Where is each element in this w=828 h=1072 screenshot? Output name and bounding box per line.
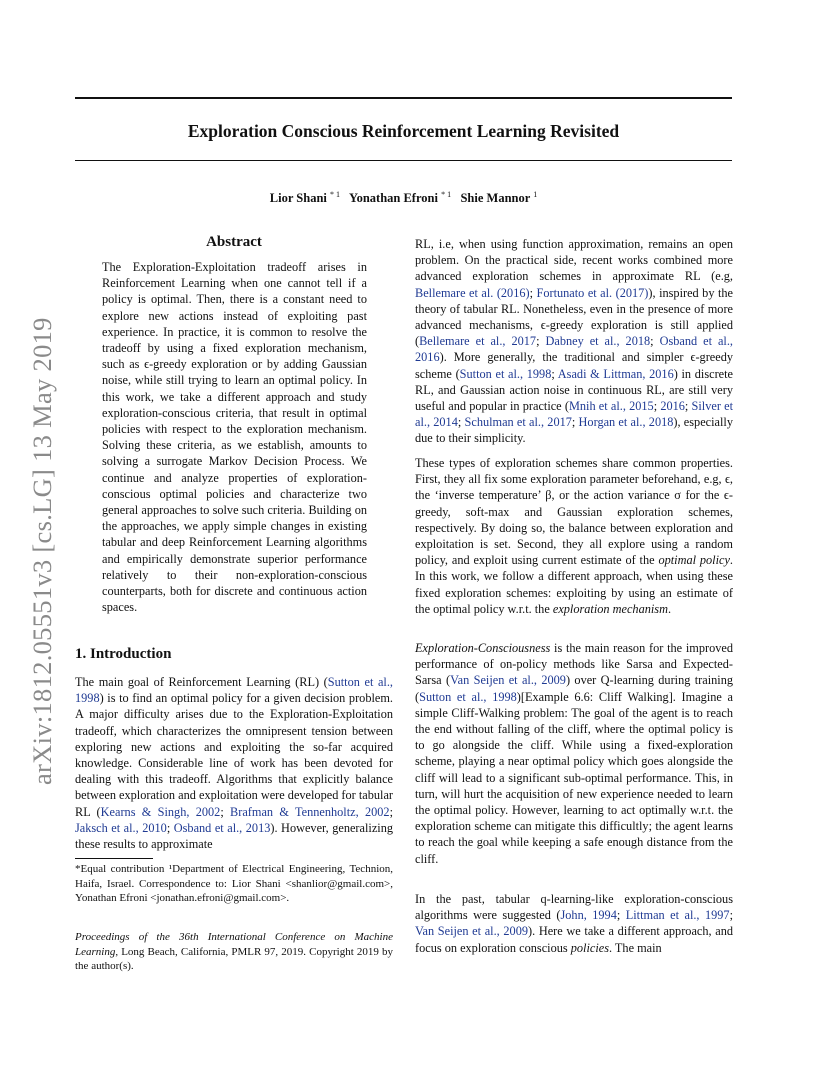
body-text: ). However, generalizing these results to approximate	[75, 820, 393, 852]
body-text: ;	[220, 804, 231, 819]
body-text: ). Here we take a different approach, and focus on exploration conscious	[415, 924, 733, 955]
body-text: RL, i.e, when using function approximation, remains an open problem. On the practical side, recent works combined more advanced exploration schemes in approximate RL (e.g,	[415, 237, 733, 284]
body-text: ), especially due to their simplicity.	[415, 415, 733, 446]
body-paragraph	[415, 891, 733, 956]
citation-link[interactable]: Dabney et al., 2018	[545, 334, 651, 349]
body-text: ;	[616, 908, 626, 923]
intro-paragraph	[75, 674, 393, 852]
author-marks: 1	[533, 190, 538, 199]
footnote-rule	[75, 858, 153, 859]
citation-link[interactable]: Silver et al., 2014	[415, 399, 733, 430]
citation-link[interactable]: Littman et al., 1997	[625, 908, 730, 923]
author-marks: * 1	[441, 190, 452, 199]
body-text: The main goal of Reinforcement Learning (RL) (	[75, 675, 328, 689]
emphasis-text: policies	[570, 940, 609, 955]
proceedings-venue: Proceedings of the 36th International Conference on Machine Learning	[75, 931, 393, 958]
citation-link[interactable]: Fortunato et al. (2017)	[536, 285, 649, 300]
author-name: Lior Shani	[269, 191, 327, 206]
body-text: ;	[551, 366, 558, 381]
body-text: ;	[166, 820, 174, 835]
citation-link[interactable]: Brafman & Tennenholtz, 2002	[230, 804, 390, 819]
citation-link[interactable]: Osband et al., 2016	[415, 334, 733, 365]
citation-link[interactable]: John, 1994	[560, 908, 617, 923]
proceedings-note	[75, 930, 393, 974]
body-text: ;	[650, 334, 660, 349]
footnote: *Equal contribution ¹Department of Electrical Engineering, Technion, Haifa, Israel. Correspondence to: Lior Shani <shanlior@gmail.com>, Yonathan Efroni <jonathan.efroni@gmail.com>.	[75, 863, 393, 904]
body-paragraph	[415, 640, 733, 867]
citation-link[interactable]: Bellemare et al., 2017	[419, 334, 537, 349]
citation-link[interactable]: Jaksch et al., 2010	[75, 820, 167, 835]
citation-link[interactable]: Kearns & Singh, 2002	[100, 804, 221, 819]
body-text: ;	[529, 285, 537, 300]
author-name: Shie Mannor	[460, 191, 531, 206]
emphasis-text: optimal policy	[658, 553, 730, 568]
top-rule	[75, 97, 732, 99]
body-text: is the main reason for the improved performance of on-policy methods like Sarsa and Expected-Sarsa (	[415, 641, 733, 688]
proceedings-rest: , Long Beach, California, PMLR 97, 2019. Copyright 2019 by the author(s).	[75, 945, 393, 972]
body-text: ;	[571, 415, 579, 430]
body-text: ;	[684, 399, 692, 414]
citation-link[interactable]: Van Seijen et al., 2009	[450, 673, 566, 688]
citation-link[interactable]: Schulman et al., 2017	[464, 415, 572, 430]
body-text: ;	[653, 399, 661, 414]
body-text: )[Example 6.6: Cliff Walking]. Imagine a simple Cliff-Walking problem: The goal of the agent is to reach the end without falling of the cliff, where the optimal policy is to go alongside the cliff. While using a fixed-exploration scheme, playing a near optimal policy which goes alongside the cliff will lead to a significant sub-optimal performance. This, in turn, will hurt the acquisition of new experience needed to learn the optimal policy. However, learning to act optimally w.r.t. the exploration scheme can mitigate this difficultly; the agent learns to reach the goal while keeping a safe enough distance from the cliff.	[415, 689, 733, 866]
body-text: ;	[729, 908, 733, 923]
body-text: ), inspired by the theory of tabular RL. Nonetheless, even in the presence of more advanced mechanisms, ϵ-greedy exploration is still applied (	[415, 285, 733, 349]
body-text: In the past, tabular q-learning-like exploration-conscious algorithms were suggested (	[415, 892, 733, 923]
body-text: .	[667, 601, 672, 616]
emphasis-text: Exploration-Consciousness	[415, 641, 551, 655]
citation-link[interactable]: Sutton et al., 1998	[459, 366, 552, 381]
citation-link[interactable]: Mnih et al., 2015	[568, 399, 654, 414]
body-text: . The main	[608, 940, 662, 955]
section-heading: 1. Introduction	[75, 646, 172, 662]
body-paragraph	[415, 455, 733, 617]
body-text: . In this work, we follow a different approach, when using these fixed exploration schemes: exploiting by using an estimate of the optimal policy w.r.t. the	[415, 553, 733, 616]
body-text: ) in discrete RL, and Gaussian action noise in continuous RL, are still very useful and popular in practice (	[415, 366, 734, 414]
abstract-heading: Abstract	[206, 234, 262, 250]
citation-link[interactable]: Asadi & Littman, 2016	[557, 366, 674, 381]
body-text: ). More generally, the traditional and simpler ϵ-greedy scheme (	[415, 350, 733, 381]
citation-link[interactable]: 2016	[660, 399, 685, 414]
citation-link[interactable]: Horgan et al., 2018	[578, 415, 674, 430]
body-text: ) over Q-learning during training (	[415, 673, 733, 704]
body-paragraph	[415, 236, 733, 447]
body-text: ;	[536, 334, 546, 349]
abstract-text: The Exploration-Exploitation tradeoff arises in Reinforcement Learning when one cannot tell if a policy is optimal. Then, there is a constant need to explore new actions instead of exploiting past experience. In practice, it is common to resolve the tradeoff by using a fixed exploration mechanism, such as ϵ-greedy exploration or by adding Gaussian noise, while still trying to learn an optimal policy. In this work, we take a different approach and study exploration-conscious criteria, that result in optimal policies with respect to the exploration mechanism. Solving these criteria, as we establish, amounts to solving a surrogate Markov Decision Process. We continue and analyze properties of exploration-conscious optimal policies and characterize two general approaches to solve such criteria. Building on the approaches, we apply simple changes in existing tabular and deep Reinforcement Learning algorithms and empirically demonstrate superior performance relatively to their non-exploration-conscious counterparts, both for discrete and continuous action spaces.	[102, 260, 367, 615]
emphasis-text: exploration mechanism	[552, 601, 668, 616]
body-text: These types of exploration schemes share common properties. First, they all fix some exploration parameter beforehand, e.g, ϵ, the ‘inverse temperature’ β, or the action variance σ for the ϵ-greedy, soft-max and Gaussian exploration schemes, respectively. By doing so, the balance between exploration and exploitation is set. Second, they all explore using a random policy, and exploit using current estimate of the	[415, 456, 733, 568]
title-rule	[75, 160, 732, 161]
arxiv-identifier: arXiv:1812.05551v3 [cs.LG] 13 May 2019	[27, 317, 57, 785]
citation-link[interactable]: Sutton et al., 1998	[419, 689, 517, 704]
citation-link[interactable]: Bellemare et al. (2016)	[415, 285, 530, 300]
author-name: Yonathan Efroni	[348, 191, 438, 206]
author-marks: * 1	[330, 190, 341, 199]
paper-title: Exploration Conscious Reinforcement Learning Revisited	[187, 121, 620, 141]
citation-link[interactable]: Sutton et al., 1998	[75, 675, 393, 706]
citation-link[interactable]: Osband et al., 2013	[173, 820, 271, 835]
body-text: ;	[389, 804, 393, 819]
body-text: ) is to find an optimal policy for a given decision problem. A major difficulty arises due to the Exploration-Exploitation tradeoff, which characterizes the omnipresent tension between exploring new actions and exploiting the so-far acquired knowledge. Considerable line of work has been devoted for dealing with this tradeoff. Algorithms that explicitly balance between exploration and exploitation were developed for tabular RL (	[75, 691, 393, 819]
author-list	[75, 190, 732, 206]
body-text: ;	[457, 415, 465, 430]
citation-link[interactable]: Van Seijen et al., 2009	[415, 924, 529, 939]
